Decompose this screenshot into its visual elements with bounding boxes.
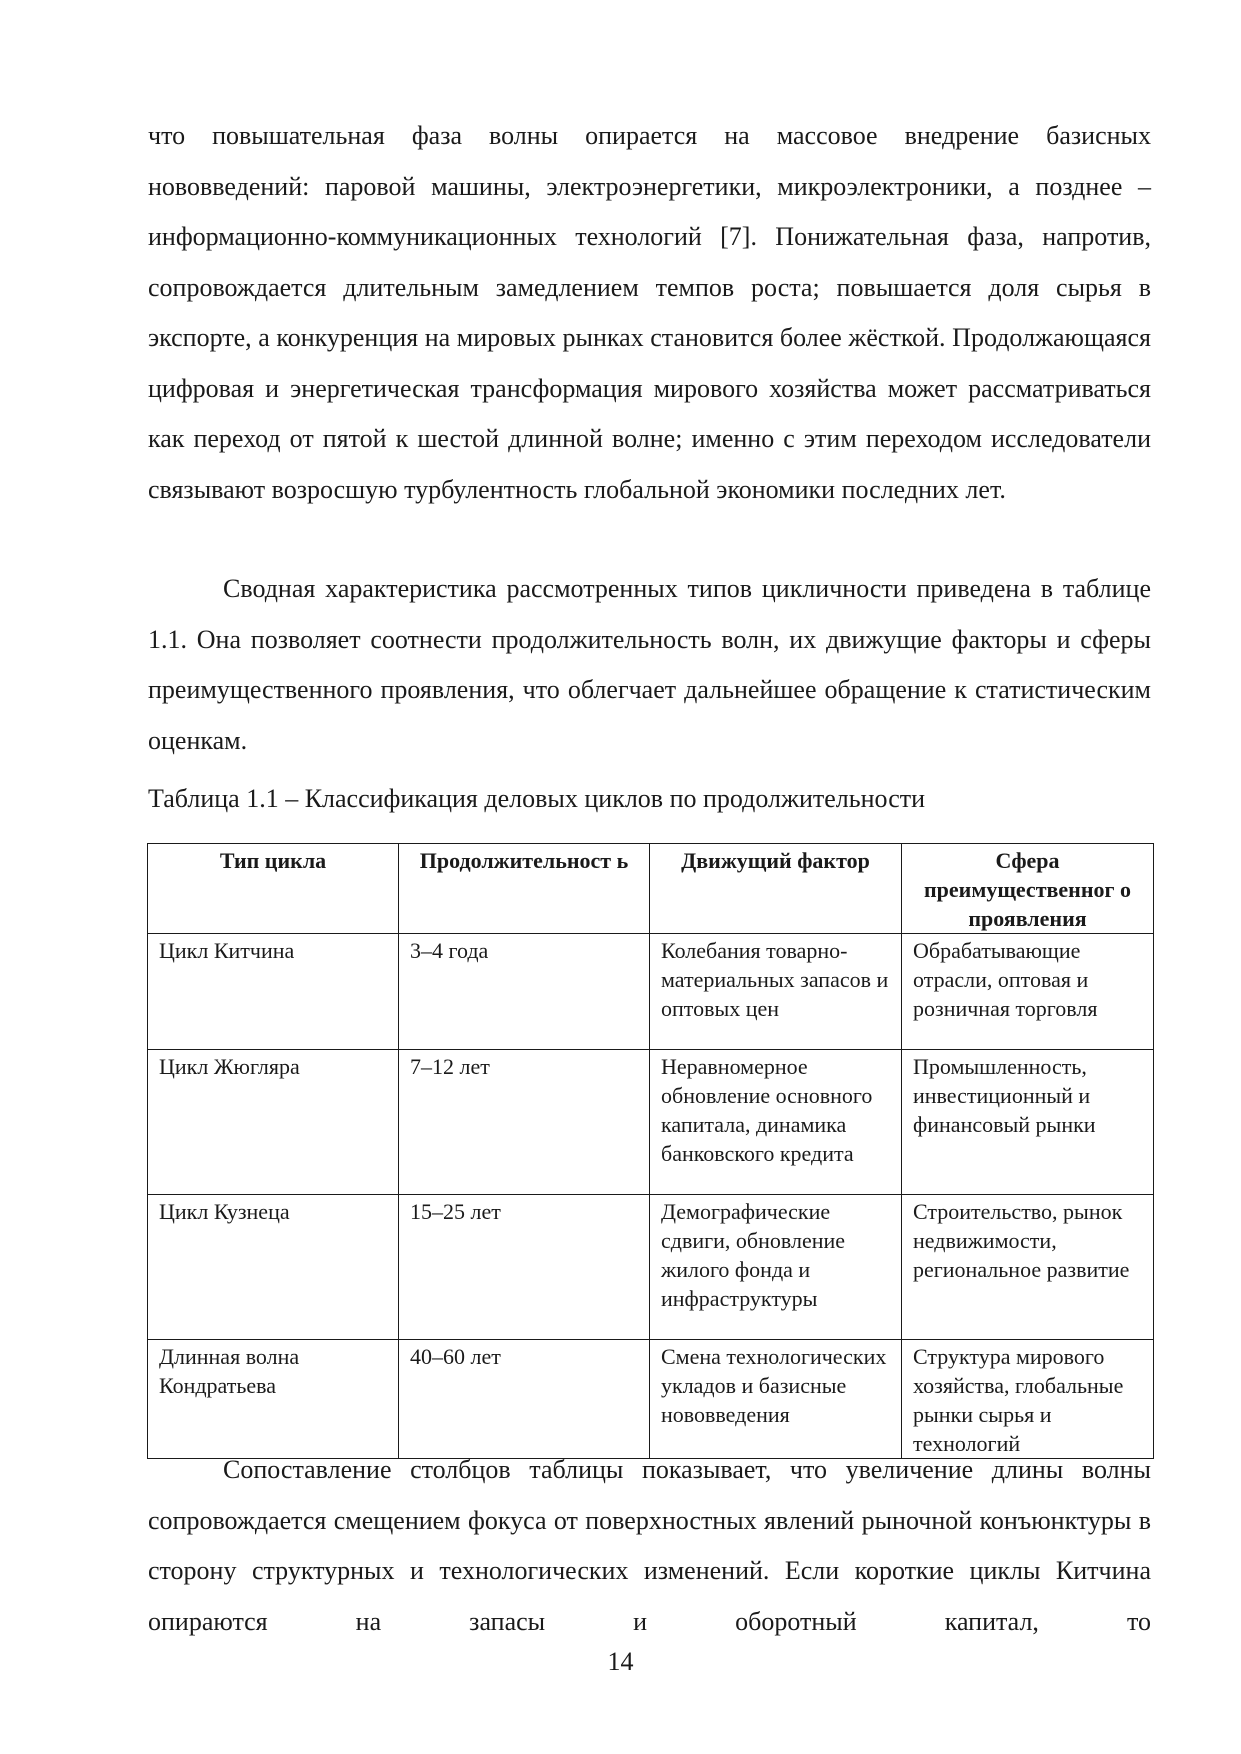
cell-cycle-type: Цикл Китчина [148, 934, 399, 1050]
header-sphere: Сфера преимущественног о проявления [902, 844, 1154, 934]
table-row [148, 1050, 1154, 1195]
cell-duration: 40–60 лет [399, 1340, 650, 1459]
cell-sphere: Обрабатывающие отрасли, оптовая и розничная торговля [902, 934, 1154, 1050]
header-cycle-type: Тип цикла [148, 844, 399, 934]
cell-cycle-type: Цикл Жюгляра [148, 1050, 399, 1195]
cell-cycle-type: Длинная волна Кондратьева [148, 1340, 399, 1459]
paragraph-text: Сводная характеристика рассмотренных типов цикличности приведена в таблице 1.1. Она позволяет соотнести продолжительность волн, их движущие факторы и сферы преимущественного проявления, что облегчает дальнейшее обращение к статистическим оценкам. [148, 574, 1151, 755]
paragraph-1 [148, 111, 1151, 515]
table-caption: Таблица 1.1 – Классификация деловых циклов по продолжительности [148, 784, 926, 813]
page-number: 14 [607, 1647, 634, 1676]
cell-driving-factor: Колебания товарно-материальных запасов и оптовых цен [650, 934, 902, 1050]
paragraph-3 [148, 1445, 1151, 1647]
table-header-row [148, 844, 1154, 934]
cell-sphere: Промышленность, инвестиционный и финансовый рынки [902, 1050, 1154, 1195]
cycles-table-container [147, 843, 1153, 1459]
cell-duration: 7–12 лет [399, 1050, 650, 1195]
paragraph-text: что повышательная фаза волны опирается на массовое внедрение базисных нововведений: паровой машины, электроэнергетики, микроэлектроники, а позднее – информационно-коммуникационных технологий [7]. Понижательная фаза, напротив, сопровождается длительным замедлением темпов роста; повышается доля сырья в экспорте, а конкуренция на мировых рынках становится более жёсткой. Продолжающаяся цифровая и энергетическая трансформация мирового хозяйства может рассматриваться как переход от пятой к шестой длинной волне; именно с этим переходом исследователи связывают возросшую турбулентность глобальной экономики последних лет. [148, 121, 1151, 504]
cell-driving-factor: Смена технологических укладов и базисные нововведения [650, 1340, 902, 1459]
cell-duration: 3–4 года [399, 934, 650, 1050]
table-row [148, 1340, 1154, 1459]
cell-duration: 15–25 лет [399, 1195, 650, 1340]
header-driving-factor: Движущий фактор [650, 844, 902, 934]
cell-cycle-type: Цикл Кузнеца [148, 1195, 399, 1340]
cell-driving-factor: Демографические сдвиги, обновление жилого фонда и инфраструктуры [650, 1195, 902, 1340]
cycles-table [147, 843, 1154, 1459]
paragraph-2 [148, 564, 1151, 766]
paragraph-text: Сопоставление столбцов таблицы показывает, что увеличение длины волны сопровождается смещением фокуса от поверхностных явлений рыночной конъюнктуры в сторону структурных и технологических изменений. Если короткие циклы Китчина опираются на запасы и оборотный капитал, то [148, 1455, 1151, 1636]
cell-driving-factor: Неравномерное обновление основного капитала, динамика банковского кредита [650, 1050, 902, 1195]
cell-sphere: Структура мирового хозяйства, глобальные рынки сырья и технологий [902, 1340, 1154, 1459]
table-row [148, 934, 1154, 1050]
header-duration: Продолжительност ь [399, 844, 650, 934]
cell-sphere: Строительство, рынок недвижимости, региональное развитие [902, 1195, 1154, 1340]
table-row [148, 1195, 1154, 1340]
